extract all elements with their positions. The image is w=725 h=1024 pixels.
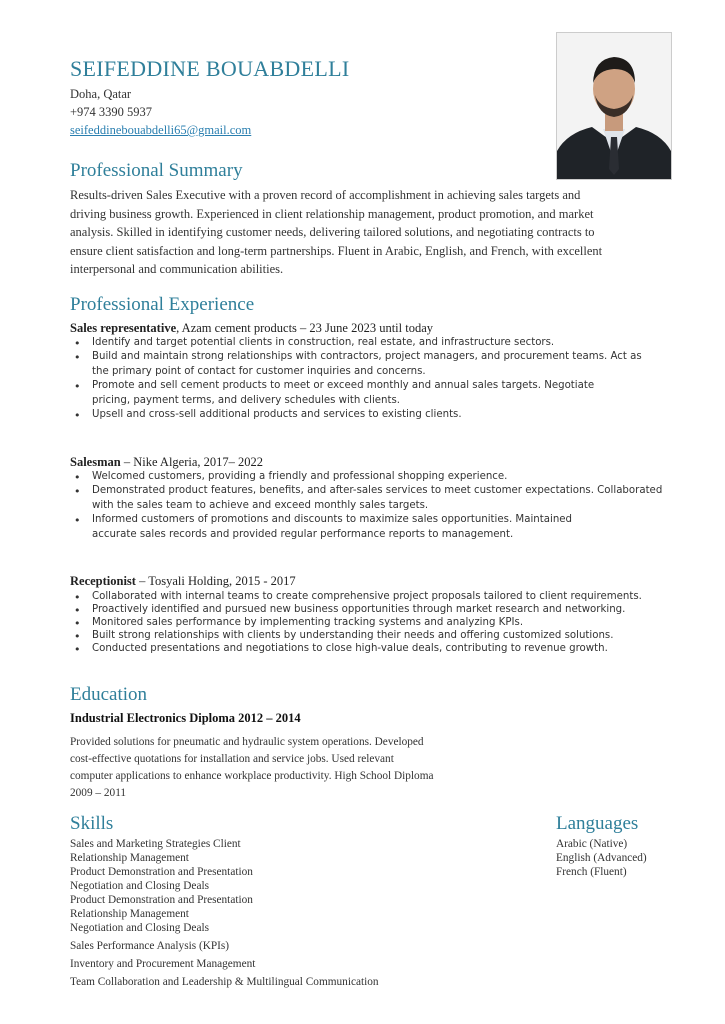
language-item: Arabic (Native): [556, 838, 628, 850]
job-role: Sales representative: [70, 321, 177, 335]
bullet-line: • Proactively identified and pursued new business opportunities through market research and networking.: [92, 604, 626, 615]
skills-list: [70, 838, 490, 994]
experience-heading: Professional Experience: [70, 294, 255, 315]
summary-heading: Professional Summary: [70, 160, 243, 181]
job-role: Receptionist: [70, 574, 136, 588]
candidate-name: SEIFEDDINE BOUABDELLI: [70, 56, 350, 81]
summary-paragraph: [70, 186, 670, 279]
skill-item: Sales Performance Analysis (KPIs): [70, 940, 230, 952]
email-link[interactable]: seifeddinebouabdelli65@gmail.com: [70, 123, 252, 137]
profile-photo: [556, 32, 672, 180]
list-item: [70, 514, 670, 540]
skill-item: Team Collaboration and Leadership & Multilingual Communication: [70, 976, 379, 988]
list-item: [70, 630, 670, 641]
skill-item: Relationship Management: [70, 908, 189, 920]
bullet-line: • Promote and sell cement products to meet or exceed monthly and annual sales targets. Negotiate: [92, 380, 595, 391]
list-item: [70, 617, 670, 628]
language-item: English (Advanced): [556, 852, 647, 864]
job-role: Salesman: [70, 455, 121, 469]
job-title-1: [70, 321, 433, 336]
bullet-line: • Demonstrated product features, benefits, and after-sales services to meet customer expectations. Collaborated: [92, 485, 663, 496]
bullet-line: the primary point of contact for customer inquiries and concerns.: [92, 366, 426, 377]
degree-title: Industrial Electronics Diploma 2012 – 2014: [70, 711, 301, 725]
job-details: – Nike Algeria, 2017– 2022: [120, 455, 264, 469]
list-item: [70, 337, 670, 348]
summary-line: ensure client satisfaction and long-term partnerships. Fluent in Arabic, English, and French, with excellent: [70, 243, 603, 258]
list-item: [70, 604, 670, 615]
job-3-bullets: [70, 591, 670, 654]
bullet-line: • Conducted presentations and negotiations to close high-value deals, contributing to revenue growth.: [92, 643, 608, 654]
bullet-line: • Built strong relationships with clients by understanding their needs and offering customized solutions.: [92, 630, 614, 641]
education-description: [70, 734, 490, 802]
job-1-bullets: [70, 337, 670, 420]
list-item: [70, 409, 670, 420]
location-text: Doha, Qatar: [70, 87, 132, 101]
education-line: Provided solutions for pneumatic and hydraulic system operations. Developed: [70, 736, 424, 748]
bullet-line: accurate sales records and provided regular performance reports to management.: [92, 529, 514, 540]
list-item: [70, 471, 670, 482]
languages-list: [556, 838, 696, 880]
education-line: cost-effective quotations for installation and service jobs. Used relevant: [70, 753, 394, 765]
bullet-line: • Identify and target potential clients in construction, real estate, and infrastructure sectors.: [92, 337, 555, 348]
bullet-line: • Welcomed customers, providing a friendly and professional shopping experience.: [92, 471, 508, 482]
skill-item: Relationship Management: [70, 852, 189, 864]
job-details: – Tosyali Holding, 2015 - 2017: [135, 574, 296, 588]
list-item: [70, 380, 670, 406]
phone-text: +974 3390 5937: [70, 105, 153, 119]
skill-item: Product Demonstration and Presentation: [70, 894, 253, 906]
languages-heading: Languages: [556, 813, 639, 834]
skill-item: Inventory and Procurement Management: [70, 958, 256, 970]
bullet-line: pricing, payment terms, and delivery schedules with clients.: [92, 395, 401, 406]
skill-item: Negotiation and Closing Deals: [70, 880, 209, 892]
list-item: [70, 591, 670, 602]
bullet-line: • Upsell and cross-sell additional products and services to existing clients.: [92, 409, 462, 420]
bullet-line: • Build and maintain strong relationships with contractors, project managers, and procurement teams. Act as: [92, 351, 642, 362]
language-item: French (Fluent): [556, 866, 627, 878]
bullet-line: with the sales team to achieve and exceed monthly sales targets.: [92, 500, 429, 511]
summary-line: analysis. Skilled in identifying customer needs, delivering tailored solutions, and negotiating contracts to: [70, 225, 595, 239]
bullet-line: • Collaborated with internal teams to create comprehensive project proposals tailored to client requirements.: [92, 591, 642, 602]
job-title-2: [70, 455, 263, 470]
skill-item: Sales and Marketing Strategies Client: [70, 838, 241, 850]
portrait-image: [557, 33, 671, 179]
summary-line: driving business growth. Experienced in client relationship management, product promotion, and market: [70, 206, 594, 221]
list-item: [70, 351, 670, 377]
summary-line: interpersonal and communication abilities.: [70, 262, 284, 276]
job-title-3: [70, 574, 296, 589]
job-2-bullets: [70, 471, 670, 540]
list-item: [70, 485, 670, 511]
job-details: , Azam cement products – 23 June 2023 until today: [176, 321, 434, 335]
skill-item: Negotiation and Closing Deals: [70, 922, 209, 934]
skills-heading: Skills: [70, 813, 114, 834]
skill-item: Product Demonstration and Presentation: [70, 866, 253, 878]
education-heading: Education: [70, 684, 148, 705]
education-line: 2009 – 2011: [70, 787, 127, 799]
bullet-line: • Monitored sales performance by implementing tracking systems and analyzing KPIs.: [92, 617, 524, 628]
summary-line: Results-driven Sales Executive with a proven record of accomplishment in achieving sales targets and: [70, 188, 581, 202]
bullet-line: • Informed customers of promotions and discounts to maximize sales opportunities. Maintained: [92, 514, 573, 525]
education-line: computer applications to enhance workplace productivity. High School Diploma: [70, 770, 434, 782]
list-item: [70, 643, 670, 654]
